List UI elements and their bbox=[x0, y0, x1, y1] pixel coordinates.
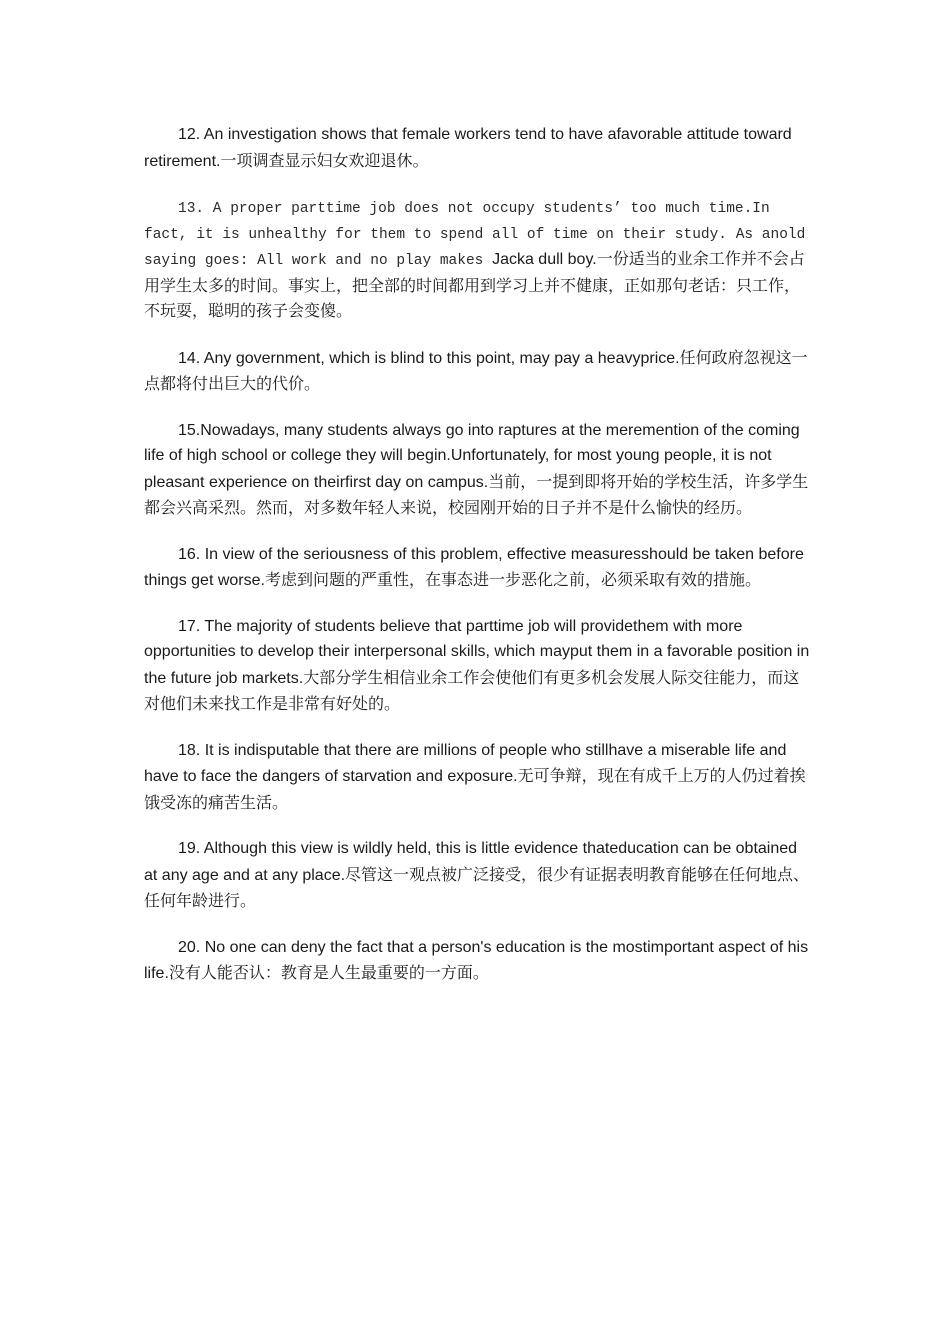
paragraph-20-english: 20. No one can deny the fact that a person's education is the mostimportant aspect of his life. bbox=[144, 938, 809, 982]
paragraph-19 bbox=[144, 836, 810, 915]
paragraph-16 bbox=[144, 542, 810, 594]
paragraph-13-english: Jacka dull boy. bbox=[492, 251, 597, 268]
document-page bbox=[144, 122, 810, 1007]
paragraph-20-chinese: 没有人能否认：教育是人生最重要的一方面。 bbox=[168, 963, 489, 982]
paragraph-15 bbox=[144, 418, 810, 522]
paragraph-16-english: 16. In view of the seriousness of this problem, effective measuresshould be taken before things get worse. bbox=[144, 545, 804, 589]
paragraph-14-chinese: 任何政府忽视这一点都将付出巨大的代价。 bbox=[144, 347, 808, 393]
paragraph-19-english: 19. Although this view is wildly held, this is little evidence thateducation can be obtained at any age and at any place. bbox=[144, 840, 798, 884]
paragraph-18-chinese: 无可争辩，现在有成千上万的人仍过着挨饿受冻的痛苦生活。 bbox=[144, 766, 806, 812]
paragraph-14-english: 14. Any government, which is blind to this point, may pay a heavyprice. bbox=[178, 349, 680, 367]
paragraph-15-chinese: 当前，一提到即将开始的学校生活，许多学生都会兴高采烈。然而，对多数年轻人来说，校园刚开始的日子并不是什么愉快的经历。 bbox=[144, 471, 809, 517]
paragraph-17-chinese: 大部分学生相信业余工作会使他们有更多机会发展人际交往能力，而这对他们未来找工作是非常有好处的。 bbox=[144, 667, 800, 713]
paragraph-12-chinese: 一项调查显示妇女欢迎退休。 bbox=[220, 150, 429, 170]
paragraph-17 bbox=[144, 614, 810, 718]
paragraph-19-chinese: 尽管这一观点被广泛接受，很少有证据表明教育能够在任何地点、任何年龄进行。 bbox=[144, 864, 810, 910]
paragraph-17-english: 17. The majority of students believe that parttime job will providethem with more opportunities to develop their interpersonal skills, which mayput them in a favorable position in the future job markets. bbox=[144, 617, 810, 687]
paragraph-18-english: 18. It is indisputable that there are millions of people who stillhave a miserable life and have to face the dangers of starvation and exposure. bbox=[144, 741, 787, 785]
paragraph-13-chinese: 一份适当的业余工作并不会占用学生太多的时间。事实上，把全部的时间都用到学习上并不健康，正如那句老话：只工作，不玩耍，聪明的孩子会变傻。 bbox=[144, 249, 805, 320]
paragraph-14 bbox=[144, 345, 810, 398]
paragraph-12-english: 12. An investigation shows that female workers tend to have afavorable attitude toward retirement. bbox=[144, 126, 792, 170]
paragraph-20 bbox=[144, 935, 810, 987]
paragraph-13-monospace-text: 13. A proper parttime job does not occupy students’ too much time.In fact, it is unhealthy for them to spend all of time on their study. As anold saying goes: All work and no play makes bbox=[144, 201, 806, 269]
paragraph-13 bbox=[144, 196, 810, 325]
paragraph-15-english: 15.Nowadays, many students always go into raptures at the meremention of the coming life of high school or college they will begin.Unfortunately, for most young people, it is not pleasant experience on theirfirst day on campus. bbox=[144, 421, 800, 491]
paragraph-16-chinese: 考虑到问题的严重性，在事态进一步恶化之前，必须采取有效的措施。 bbox=[264, 570, 761, 589]
paragraph-12 bbox=[144, 122, 810, 174]
paragraph-18 bbox=[144, 738, 810, 817]
